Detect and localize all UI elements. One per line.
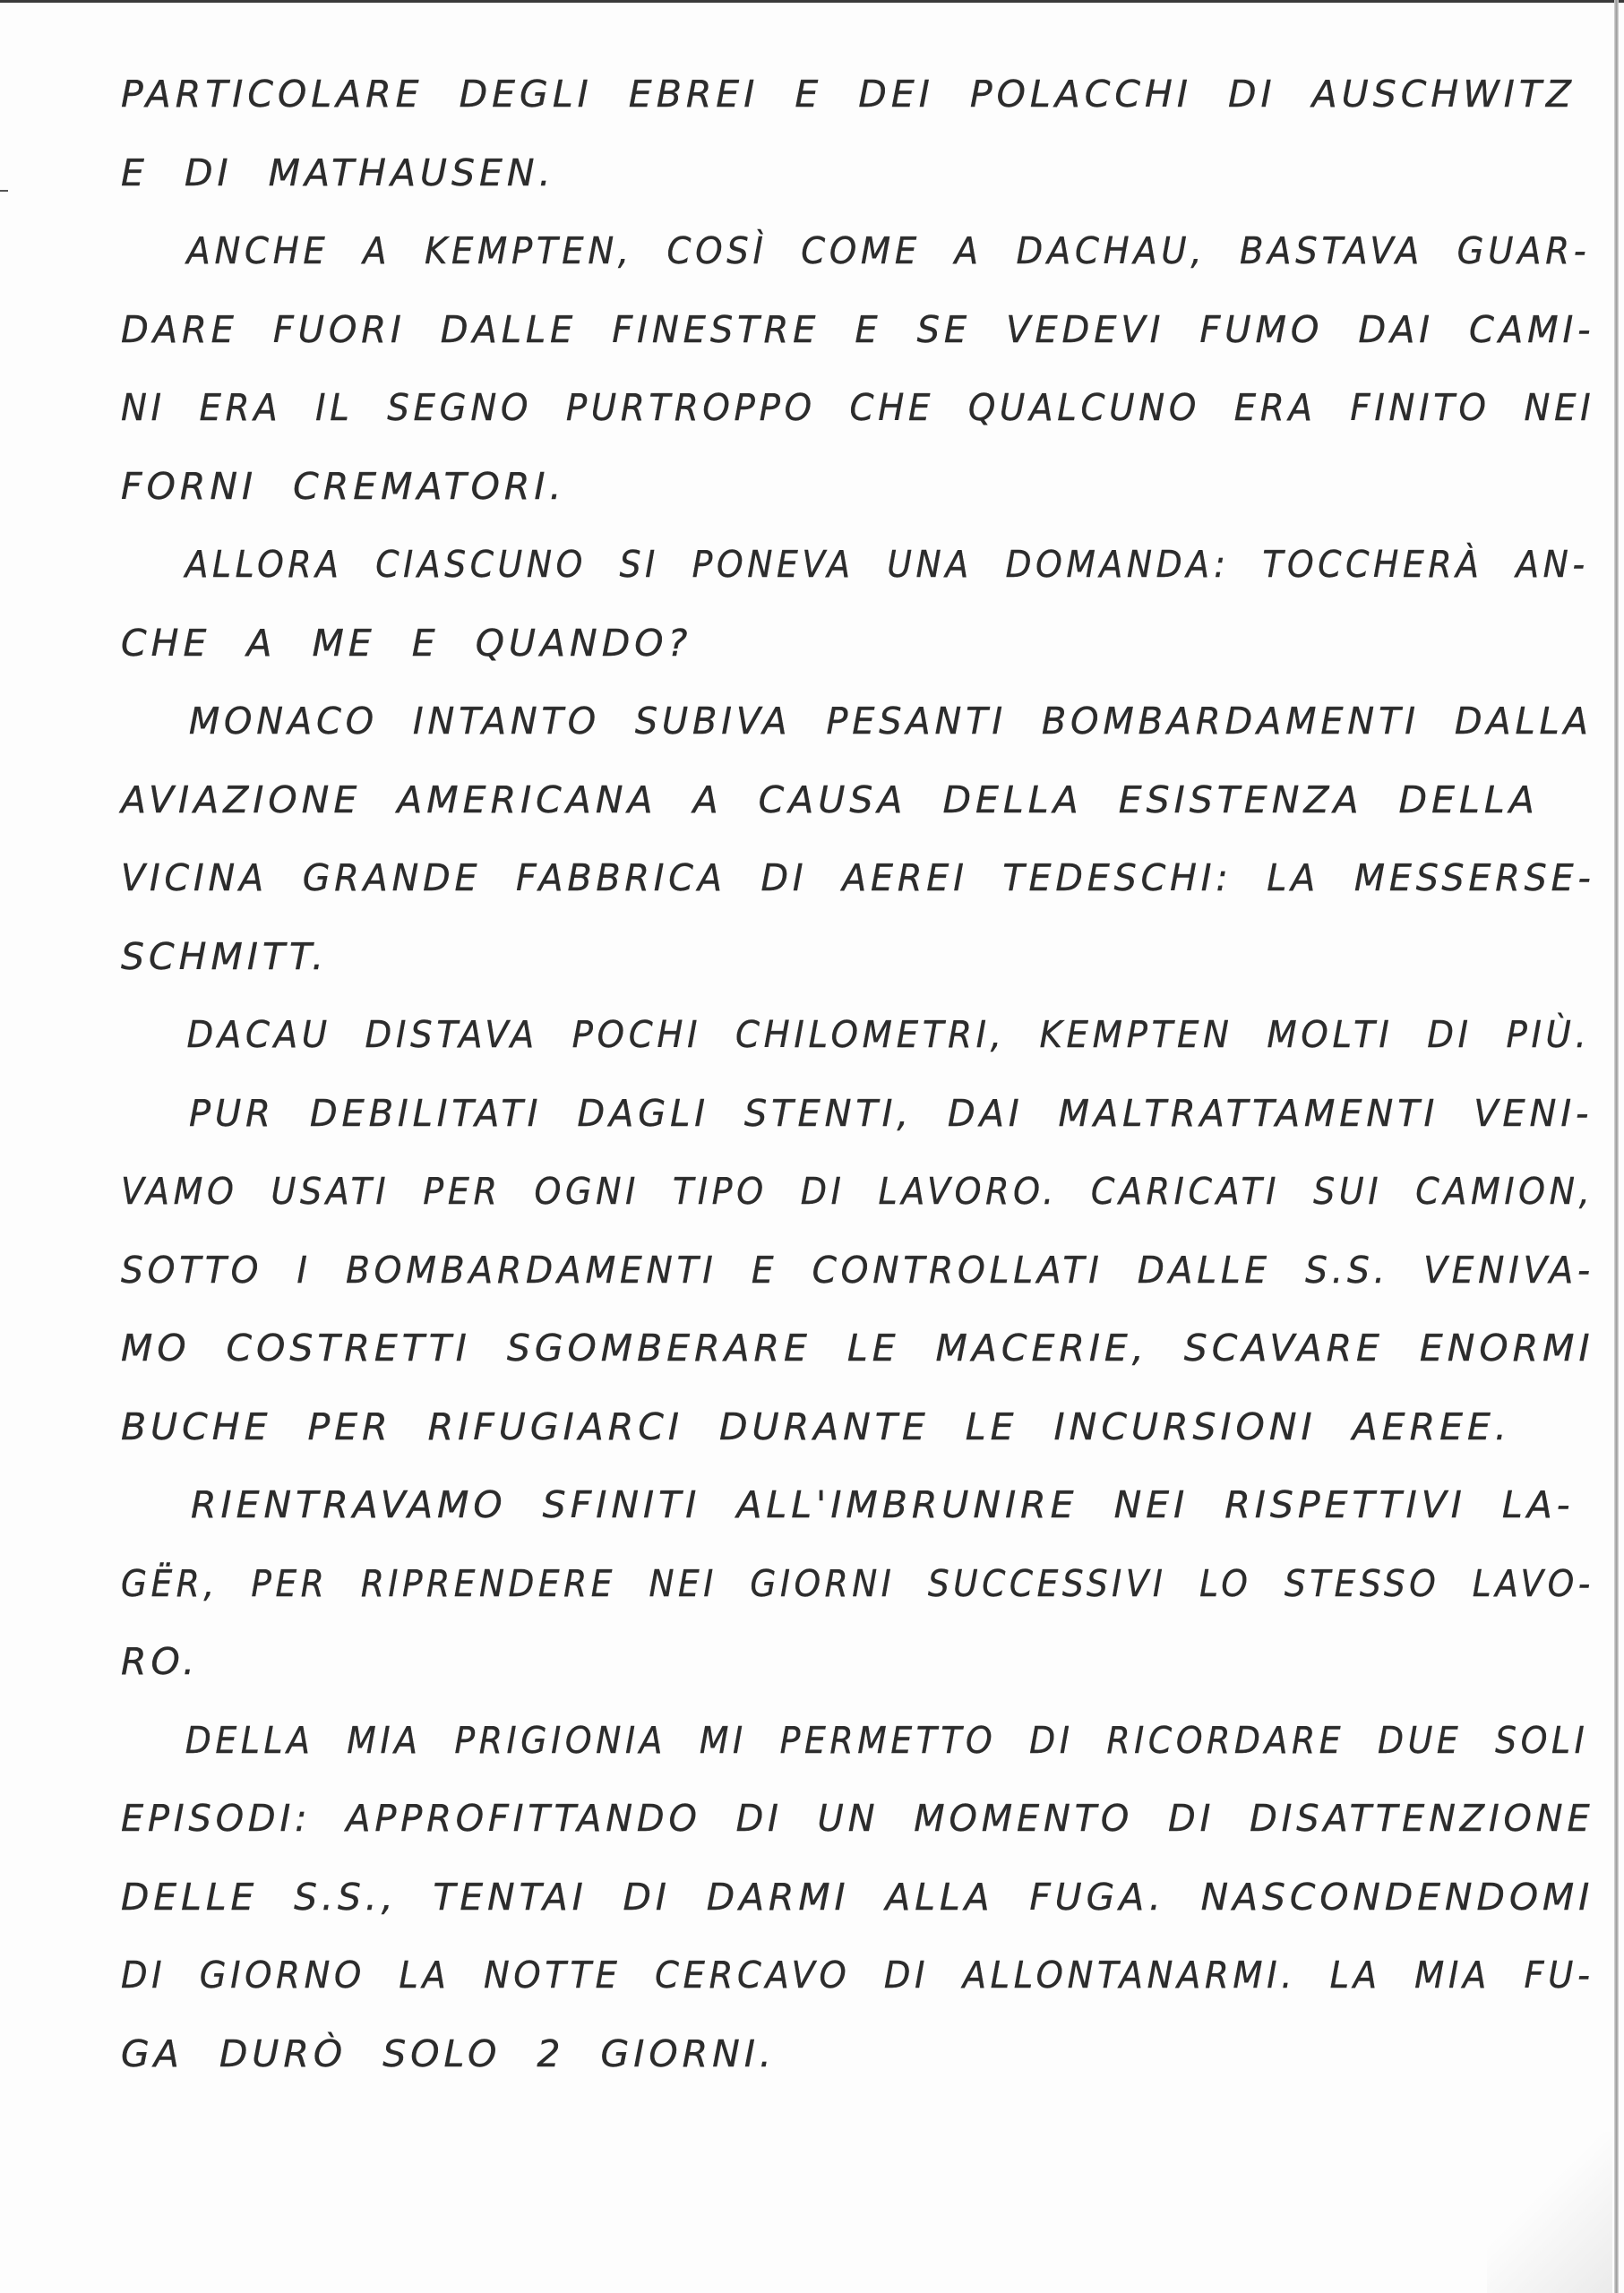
text-line: SCHMITT. bbox=[121, 934, 329, 978]
scan-margin-mark bbox=[0, 190, 8, 192]
text-line: AVIAZIONE AMERICANA A CAUSA DELLA ESISTENZA DELLA bbox=[121, 777, 1539, 821]
text-line: NI ERA IL SEGNO PURTROPPO CHE QUALCUNO ERA FINITO NEI bbox=[121, 386, 1595, 429]
text-line: EPISODI: APPROFITTANDO DI UN MOMENTO DI DISATTENZIONE bbox=[121, 1797, 1594, 1840]
text-line: DARE FUORI DALLE FINESTRE E SE VEDEVI FUMO DAI CAMI- bbox=[121, 307, 1595, 351]
text-line: CHE A ME E QUANDO? bbox=[121, 621, 692, 665]
text-line: PARTICOLARE DEGLI EBREI E DEI POLACCHI DI AUSCHWITZ bbox=[121, 73, 1576, 116]
text-line: DACAU DISTAVA POCHI CHILOMETRI, KEMPTEN MOLTI DI PIÙ. bbox=[186, 1013, 1591, 1056]
text-line: VICINA GRANDE FABBRICA DI AEREI TEDESCHI: LA MESSERSE- bbox=[121, 856, 1595, 899]
scan-right-edge bbox=[1614, 0, 1619, 2293]
text-line: MONACO INTANTO SUBIVA PESANTI BOMBARDAMENTI DALLA bbox=[188, 700, 1593, 743]
handwritten-text bbox=[121, 56, 1595, 2093]
text-line: GËR, PER RIPRENDERE NEI GIORNI SUCCESSIVI LO STESSO LAVO- bbox=[121, 1561, 1594, 1605]
text-line: FORNI CREMATORI. bbox=[121, 464, 566, 508]
page-corner-shadow bbox=[1487, 2132, 1612, 2293]
scan-top-edge bbox=[0, 0, 1624, 3]
text-line: DELLA MIA PRIGIONIA MI PERMETTO DI RICORDARE DUE SOLI bbox=[185, 1718, 1589, 1762]
text-line: ANCHE A KEMPTEN, COSÌ COME A DACHAU, BASTAVA GUAR- bbox=[186, 229, 1591, 272]
text-line: SOTTO I BOMBARDAMENTI E CONTROLLATI DALLE S.S. VENIVA- bbox=[121, 1248, 1594, 1292]
text-line: VAMO USATI PER OGNI TIPO DI LAVORO. CARICATI SUI CAMION, bbox=[121, 1170, 1594, 1213]
text-line: ALLORA CIASCUNO SI PONEVA UNA DOMANDA: TOCCHERÀ AN- bbox=[185, 543, 1589, 586]
text-line: RO. bbox=[121, 1640, 200, 1683]
text-line: PUR DEBILITATI DAGLI STENTI, DAI MALTRATTAMENTI VENI- bbox=[189, 1091, 1594, 1135]
text-line: RIENTRAVAMO SFINITI ALL'IMBRUNIRE NEI RISPETTIVI LA- bbox=[191, 1483, 1575, 1526]
text-line: E DI MATHAUSEN. bbox=[121, 150, 555, 194]
text-line: MO COSTRETTI SGOMBERARE LE MACERIE, SCAVARE ENORMI bbox=[121, 1327, 1594, 1370]
text-line: GA DURÒ SOLO 2 GIORNI. bbox=[121, 2031, 776, 2075]
text-line: BUCHE PER RIFUGIARCI DURANTE LE INCURSIONI AEREE. bbox=[121, 1404, 1511, 1448]
text-line: DI GIORNO LA NOTTE CERCAVO DI ALLONTANARMI. LA MIA FU- bbox=[121, 1954, 1594, 1997]
text-line: DELLE S.S., TENTAI DI DARMI ALLA FUGA. NASCONDENDOMI bbox=[121, 1875, 1594, 1919]
